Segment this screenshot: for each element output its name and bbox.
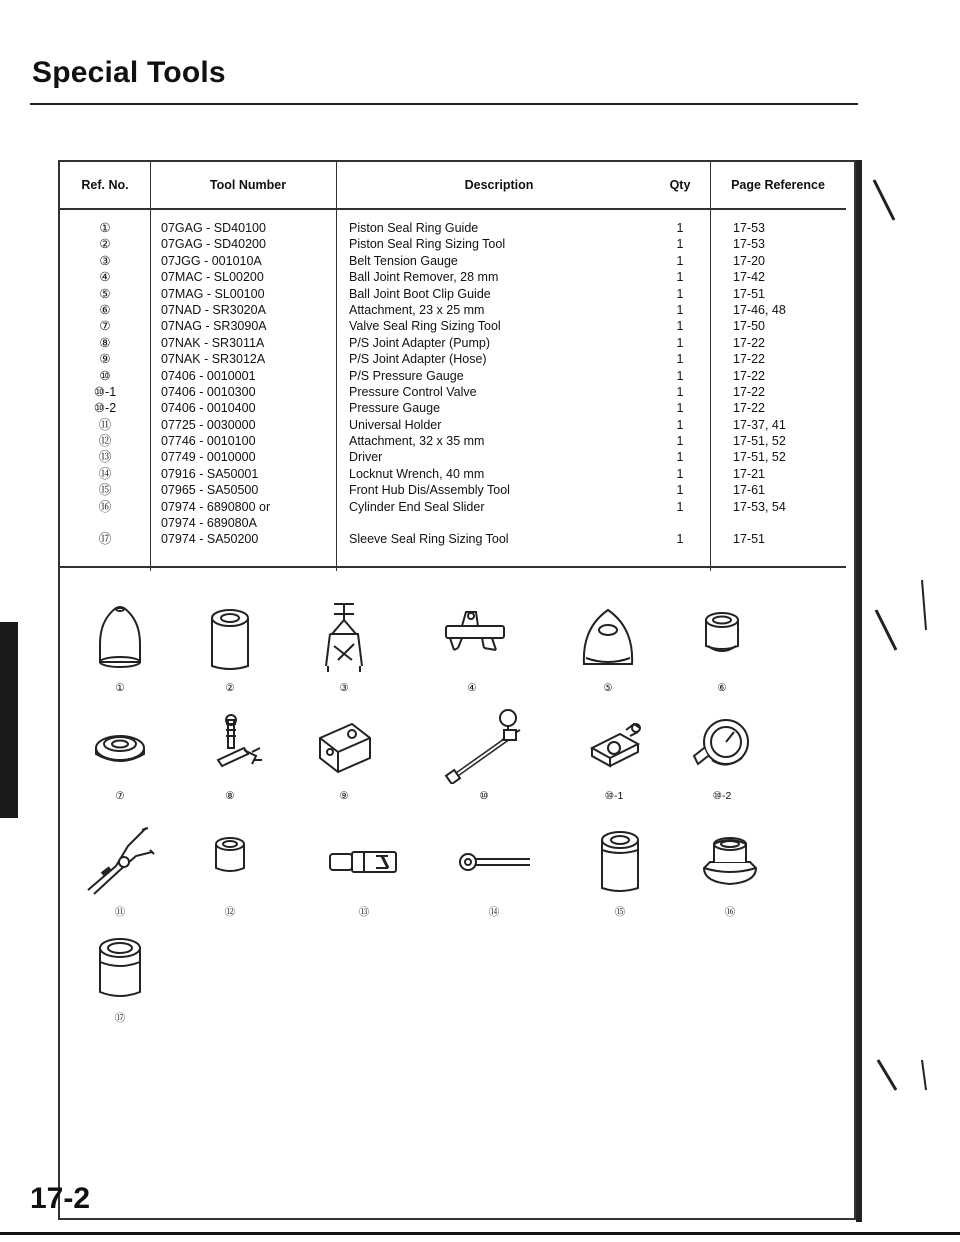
header-page-reference: Page Reference — [711, 162, 847, 209]
table-cell-desc: Piston Seal Ring Guide — [349, 221, 479, 235]
table-cell-qty: 1 — [676, 270, 684, 285]
table-cell-desc: Driver — [349, 450, 383, 465]
table-cell-tool: 07MAC - SL00200 — [161, 270, 264, 285]
table-cell-desc: P/S Joint Adapter (Pump) — [349, 335, 491, 350]
table-cell-spacer — [349, 515, 649, 531]
tool-illustration-ref: ⑦ — [115, 790, 125, 802]
table-cell-desc: P/S Pressure Gauge — [349, 368, 464, 383]
tool-illustration — [429, 708, 539, 802]
table-cell-ref: ⑭ — [98, 466, 112, 481]
table-cell-qty: 1 — [676, 499, 684, 514]
attachment-small-icon — [190, 822, 270, 898]
tool-illustration-ref: ③ — [339, 682, 349, 694]
table-cell-ref: ⑯ — [98, 499, 112, 514]
tool-illustration-ref: ⑨ — [339, 790, 349, 802]
table-cell-tool-alt: 07974 - 689080A — [161, 516, 257, 531]
table-cell-desc: Sleeve Seal Ring Sizing Tool — [349, 532, 509, 547]
table-cell-ref: ⑮ — [98, 483, 112, 498]
table-cell-qty: 1 — [676, 237, 684, 252]
table-cell-tool: 07965 - SA50500 — [161, 483, 259, 498]
page-title: Special Tools — [32, 56, 226, 89]
tool-number-column — [151, 209, 337, 571]
table-cell-desc: Ball Joint Boot Clip Guide — [349, 286, 491, 301]
table-cell-desc: Piston Seal Ring Sizing Tool — [349, 237, 506, 252]
table-cell-desc: Valve Seal Ring Sizing Tool — [349, 319, 501, 334]
table-cell-ref: ① — [99, 221, 111, 235]
cone-guide-icon — [80, 600, 160, 676]
table-cell-qty: 1 — [676, 401, 684, 416]
table-cell-spacer — [651, 515, 709, 531]
table-cell-tool: 07406 - 0010400 — [161, 401, 256, 416]
frame-edge — [856, 160, 862, 1222]
table-cell-ref: ⑫ — [98, 434, 112, 449]
tool-illustration-ref: ⑪ — [114, 906, 126, 918]
table-cell-tool: 07725 - 0030000 — [161, 417, 256, 432]
table-cell-spacer — [733, 515, 845, 531]
table-cell-tool: 07JGG - 001010A — [161, 253, 262, 268]
valve-seal-sizer-icon — [80, 708, 160, 784]
table-cell-qty: 1 — [676, 319, 684, 334]
header-qty: Qty — [650, 162, 711, 209]
table-cell-desc: Universal Holder — [349, 417, 442, 432]
table-cell-qty: 1 — [676, 417, 684, 432]
tool-illustration — [175, 822, 285, 919]
table-cell-desc: Cylinder End Seal Slider — [349, 499, 485, 514]
table-cell-tool: 07GAG - SD40200 — [161, 237, 266, 252]
table-cell-qty: 1 — [676, 434, 684, 449]
table-cell-spacer — [61, 515, 149, 531]
table-cell-ref: ⑨ — [99, 352, 111, 367]
table-cell-desc: Attachment, 23 x 25 mm — [349, 302, 485, 317]
tool-illustration-ref: ⑥ — [717, 682, 727, 694]
table-cell-tool: 07GAG - SD40100 — [161, 221, 266, 235]
page-number: 17-2 — [30, 1182, 91, 1215]
table-cell-page: 17-21 — [733, 466, 765, 481]
table-cell-page: 17-42 — [733, 270, 765, 285]
table-cell-qty: 1 — [676, 483, 684, 498]
table-cell-ref: ⑥ — [99, 302, 111, 317]
table-bottom-rule — [60, 566, 846, 568]
tool-illustration — [667, 600, 777, 694]
table-cell-qty: 1 — [676, 335, 684, 350]
universal-holder-icon — [80, 822, 160, 898]
tool-illustration-ref: ⑩-1 — [604, 790, 624, 802]
title-rule — [30, 103, 858, 105]
table-cell-ref: ⑩ — [99, 368, 111, 383]
tool-illustration-ref: ② — [225, 682, 235, 694]
table-cell-page: 17-22 — [733, 368, 765, 383]
table-cell-tool: 07406 - 0010300 — [161, 384, 256, 399]
table-cell-qty: 1 — [676, 384, 684, 399]
table-cell-tool: 07746 - 0010100 — [161, 434, 256, 449]
attachment-icon — [682, 600, 762, 676]
tool-illustration — [65, 708, 175, 802]
table-cell-tool: 07NAD - SR3020A — [161, 302, 266, 317]
header-tool-number: Tool Number — [151, 162, 337, 209]
table-cell-page: 17-22 — [733, 335, 765, 350]
tool-illustration — [553, 600, 663, 694]
table-cell-desc: Pressure Control Valve — [349, 384, 477, 399]
scan-edge-marks — [872, 160, 932, 1160]
tool-illustration-ref: ⑬ — [358, 906, 370, 918]
table-cell-desc: P/S Joint Adapter (Hose) — [349, 352, 487, 367]
table-cell-desc: Attachment, 32 x 35 mm — [349, 434, 485, 449]
table-cell-qty: 1 — [676, 221, 684, 235]
table-cell-page: 17-53, 54 — [733, 499, 786, 514]
table-cell-page: 17-22 — [733, 384, 765, 399]
table-cell-page: 17-20 — [733, 253, 765, 268]
locknut-wrench-icon — [454, 822, 534, 898]
table-cell-qty: 1 — [676, 450, 684, 465]
table-cell-ref: ⑦ — [99, 319, 111, 334]
qty-column — [650, 209, 711, 571]
tool-illustration — [289, 708, 399, 802]
tool-illustration — [175, 708, 285, 802]
header-description: Description — [337, 162, 651, 209]
tool-illustration — [309, 822, 419, 919]
table-cell-desc: Pressure Gauge — [349, 401, 441, 416]
table-cell-tool: 07749 - 0010000 — [161, 450, 256, 465]
tool-illustration — [667, 708, 777, 802]
table-cell-ref: ② — [99, 237, 111, 252]
table-cell-tool: 07NAK - SR3011A — [161, 335, 265, 350]
driver-icon — [324, 822, 404, 898]
tools-table — [60, 162, 846, 571]
seal-slider-icon — [690, 822, 770, 898]
table-cell-qty: 1 — [676, 466, 684, 481]
tool-illustration-ref: ⑩-2 — [712, 790, 732, 802]
table-cell-page: 17-22 — [733, 352, 765, 367]
table-cell-ref: ⑧ — [99, 335, 111, 350]
header-ref: Ref. No. — [60, 162, 151, 209]
table-cell-tool: 07916 - SA50001 — [161, 466, 259, 481]
tension-gauge-icon — [304, 600, 384, 676]
tool-illustration-ref: ⑰ — [114, 1012, 126, 1024]
table-cell-qty: 1 — [676, 352, 684, 367]
table-cell-desc: Belt Tension Gauge — [349, 253, 458, 268]
tool-illustration — [417, 600, 527, 694]
table-cell-tool: 07NAK - SR3012A — [161, 352, 266, 367]
table-cell-ref: ⑤ — [99, 286, 111, 301]
table-cell-tool: 07NAG - SR3090A — [161, 319, 267, 334]
tool-illustration — [565, 822, 675, 919]
tool-illustration-ref: ① — [115, 682, 125, 694]
bottom-rule — [0, 1232, 960, 1235]
table-body-row — [60, 209, 846, 571]
joint-adapter-pump-icon — [190, 708, 270, 784]
tool-illustration-ref: ⑤ — [603, 682, 613, 694]
tool-illustration-ref: ⑫ — [224, 906, 236, 918]
table-cell-qty: 1 — [676, 286, 684, 301]
table-cell-desc: Locknut Wrench, 40 mm — [349, 466, 485, 481]
table-cell-page: 17-53 — [733, 237, 765, 252]
table-header-row — [60, 162, 846, 209]
table-cell-page: 17-51 — [733, 532, 765, 547]
table-cell-ref: ⑬ — [98, 450, 112, 465]
table-cell-page: 17-22 — [733, 401, 765, 416]
tool-illustration-ref: ⑧ — [225, 790, 235, 802]
tool-illustration — [65, 600, 175, 694]
table-cell-page: 17-37, 41 — [733, 417, 786, 432]
page-reference-column — [711, 209, 847, 571]
sizing-cup-icon — [190, 600, 270, 676]
tool-illustration-ref: ⑭ — [488, 906, 500, 918]
table-cell-desc: Ball Joint Remover, 28 mm — [349, 270, 499, 285]
table-cell-qty: 1 — [676, 302, 684, 317]
tools-table-wrap — [60, 162, 846, 571]
table-cell-qty: 1 — [676, 253, 684, 268]
tool-illustration-ref: ⑯ — [724, 906, 736, 918]
pressure-gauge-assembly-icon — [444, 708, 524, 784]
boot-clip-guide-icon — [568, 600, 648, 676]
tool-illustration — [559, 708, 669, 802]
table-cell-tool: 07MAG - SL00100 — [161, 286, 265, 301]
tool-illustration — [675, 822, 785, 919]
table-cell-tool: 07974 - SA50200 — [161, 532, 259, 547]
table-cell-page: 17-53 — [733, 221, 765, 235]
table-cell-ref: ⑰ — [98, 532, 112, 547]
table-cell-page: 17-51, 52 — [733, 450, 786, 465]
table-cell-desc: Front Hub Dis/Assembly Tool — [349, 483, 510, 498]
table-cell-page: 17-50 — [733, 319, 765, 334]
ball-joint-remover-icon — [432, 600, 512, 676]
table-cell-page: 17-61 — [733, 483, 765, 498]
tool-illustration — [289, 600, 399, 694]
pressure-control-valve-icon — [574, 708, 654, 784]
tool-illustration — [439, 822, 549, 919]
pressure-gauge-icon — [682, 708, 762, 784]
table-cell-tool: 07974 - 6890800 or — [161, 499, 271, 514]
table-cell-ref: ⑩-2 — [93, 401, 117, 416]
tool-illustration-ref: ⑮ — [614, 906, 626, 918]
tool-illustration — [65, 928, 175, 1025]
sleeve-sizer-icon — [80, 928, 160, 1004]
section-tab — [0, 622, 18, 818]
hub-tool-icon — [580, 822, 660, 898]
joint-adapter-hose-icon — [304, 708, 384, 784]
tool-illustration-ref: ⑩ — [479, 790, 489, 802]
table-cell-ref: ⑪ — [98, 417, 112, 432]
description-column — [337, 209, 651, 571]
tool-illustration-ref: ④ — [467, 682, 477, 694]
table-cell-qty: 1 — [676, 532, 684, 547]
table-cell-qty: 1 — [676, 368, 684, 383]
table-cell-ref: ④ — [99, 270, 111, 285]
tool-illustration — [175, 600, 285, 694]
table-cell-page: 17-51, 52 — [733, 434, 786, 449]
table-cell-page: 17-46, 48 — [733, 302, 786, 317]
table-cell-ref: ⑩-1 — [93, 384, 117, 399]
table-cell-page: 17-51 — [733, 286, 765, 301]
table-cell-tool: 07406 - 0010001 — [161, 368, 256, 383]
tool-illustration — [65, 822, 175, 919]
table-cell-ref: ③ — [99, 253, 111, 268]
ref-column — [60, 209, 151, 571]
